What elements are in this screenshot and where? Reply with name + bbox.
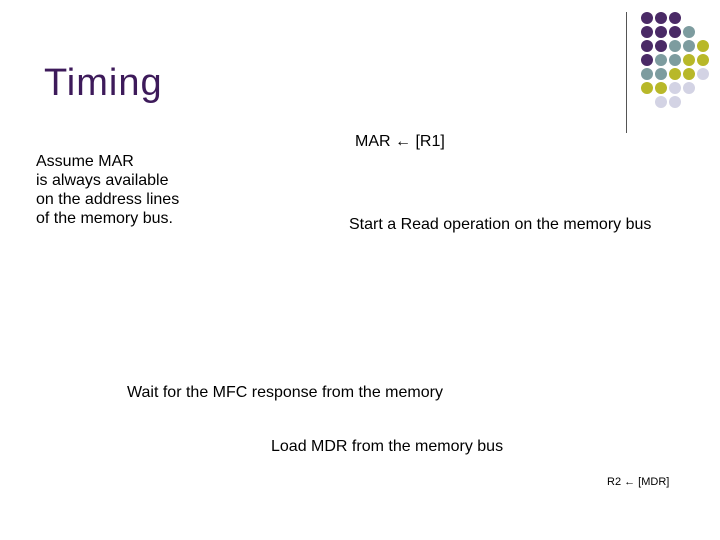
dot (697, 68, 709, 80)
side-note-line: Assume MAR (36, 153, 134, 170)
step-start-read: Start a Read operation on the memory bus (349, 216, 652, 233)
decorative-divider (626, 12, 627, 133)
dot (669, 12, 681, 24)
dot (669, 54, 681, 66)
dot (641, 40, 653, 52)
step-r2-load: R2 ← [MDR] (607, 476, 670, 488)
dot (641, 68, 653, 80)
dot (641, 54, 653, 66)
side-note (36, 152, 179, 228)
side-note-line: is always available (36, 172, 169, 189)
dot (683, 40, 695, 52)
dot (655, 40, 667, 52)
dot (697, 54, 709, 66)
step-load-mdr: Load MDR from the memory bus (271, 438, 504, 455)
dot (669, 68, 681, 80)
step-wait-mfc: Wait for the MFC response from the memory (127, 384, 443, 401)
dot (655, 26, 667, 38)
dot (683, 82, 695, 94)
dot (697, 40, 709, 52)
decorative-dot-grid (628, 8, 720, 118)
dot (669, 82, 681, 94)
dot (683, 54, 695, 66)
side-note-line: on the address lines (36, 191, 180, 208)
dot (683, 68, 695, 80)
dot (669, 40, 681, 52)
dot (641, 12, 653, 24)
dot (641, 26, 653, 38)
dot (655, 96, 667, 108)
side-note-line: of the memory bus. (36, 210, 173, 227)
dot (655, 12, 667, 24)
dot (683, 26, 695, 38)
step-mar-load: MAR ← [R1] (355, 133, 445, 150)
dot (669, 26, 681, 38)
dot (641, 82, 653, 94)
slide-title: Timing (44, 62, 163, 104)
dot (669, 96, 681, 108)
dot (655, 54, 667, 66)
dot (655, 82, 667, 94)
dot (655, 68, 667, 80)
